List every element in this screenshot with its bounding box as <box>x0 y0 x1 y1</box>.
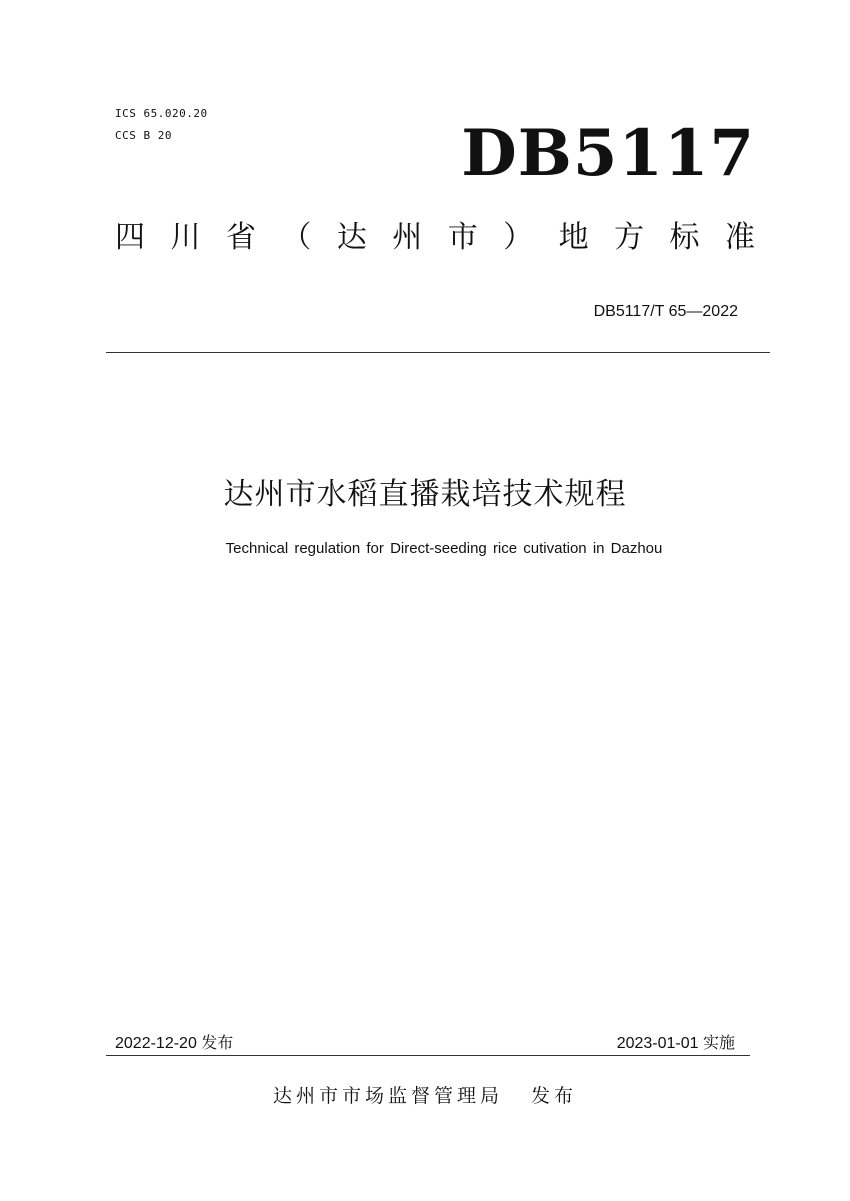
standard-type-char: 州 <box>392 220 423 255</box>
standard-type-char: 地 <box>558 220 589 255</box>
document-title-zh: 达州市水稻直播栽培技术规程 <box>223 477 627 512</box>
footer-divider <box>106 1055 750 1056</box>
implementation-date: 2023-01-01 实施 <box>616 1035 735 1052</box>
standard-type-char: ） <box>503 220 534 255</box>
standard-type-char: 标 <box>669 220 700 255</box>
standard-code: DB5117 <box>461 116 755 191</box>
ics-code: ICS 65.020.20 <box>115 107 208 120</box>
ccs-code: CCS B 20 <box>115 129 172 142</box>
publisher-action: 发布 <box>531 1085 578 1107</box>
standard-type-char: 达 <box>336 220 367 255</box>
standard-type-char: 省 <box>225 220 256 255</box>
standard-type-char: （ <box>281 220 312 255</box>
document-title-en: Technical regulation for Direct-seeding rice cutivation in Dazhou <box>225 540 663 557</box>
header-divider <box>106 352 770 353</box>
issue-date: 2022-12-20 发布 <box>115 1035 234 1052</box>
publisher-org: 达州市市场监督管理局 <box>272 1085 503 1107</box>
standard-type <box>115 218 755 258</box>
standard-type-char: 准 <box>724 220 755 255</box>
standard-type-char: 市 <box>447 220 478 255</box>
standard-number: DB5117/T 65—2022 <box>593 303 738 320</box>
publisher <box>0 1083 850 1109</box>
standard-type-char: 川 <box>170 220 201 255</box>
standard-type-char: 四 <box>115 220 145 255</box>
standard-type-char: 方 <box>614 220 645 255</box>
